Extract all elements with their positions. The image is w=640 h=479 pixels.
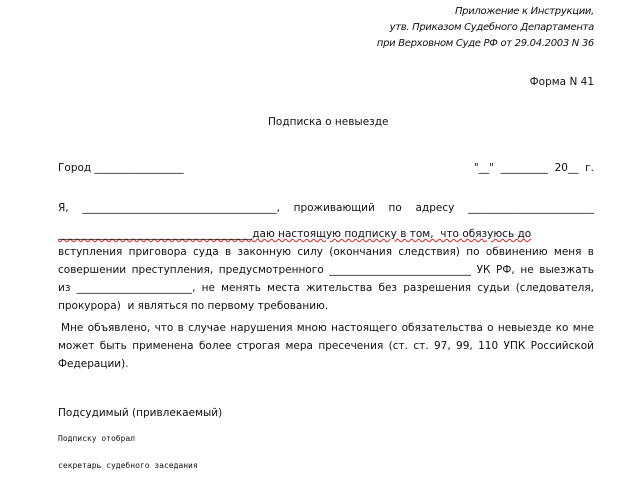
city-field: Город _________________	[58, 162, 184, 174]
body-line-1-text: даю настоящую подписку в том, что обязуюсь до	[252, 228, 532, 240]
form-number: Форма N 41	[529, 76, 594, 88]
intro-line: Я, _____________________________________, проживающий по адресу ________________________	[58, 202, 594, 214]
document-title: Подписка о невыезде	[268, 116, 389, 128]
secretary-label: секретарь судебного заседания	[58, 461, 198, 470]
body-line-3: совершении преступления, предусмотренного ___________________________ УК РФ, не выезжать	[58, 264, 594, 276]
blank-name-field	[58, 227, 531, 241]
appendix-header-line-2: утв. Приказом Судебного Департамента	[389, 22, 594, 33]
notice-line-2: может быть применена более строгая мера пресечения (ст. ст. 97, 99, 110 УПК Российской	[58, 340, 594, 352]
body-line-2: вступления приговора суда в законную силу (окончания следствия) по обвинению меня в	[58, 246, 594, 258]
body-line-4: из ______________________, не менять места жительства без разрешения судьи (следователя,	[58, 282, 594, 294]
body-line-5: прокурора) и являться по первому требованию.	[58, 300, 329, 312]
notice-line-1: Мне объявлено, что в случае нарушения мною настоящего обязательства о невыезде ко мне	[61, 322, 594, 334]
notice-line-3: Федерации).	[58, 358, 129, 370]
body-line-1	[58, 227, 594, 241]
appendix-header-line-1: Приложение к Инструкции,	[454, 6, 594, 17]
date-field: "__" _________ 20__ г.	[473, 162, 594, 174]
appendix-header-line-3: при Верховном Суде РФ от 29.04.2003 N 36	[376, 38, 594, 49]
defendant-signature-label: Подсудимый (привлекаемый)	[58, 407, 223, 419]
taken-by-label: Подписку отобрал	[58, 434, 136, 443]
blank-underline: _____________________________________	[58, 228, 253, 240]
